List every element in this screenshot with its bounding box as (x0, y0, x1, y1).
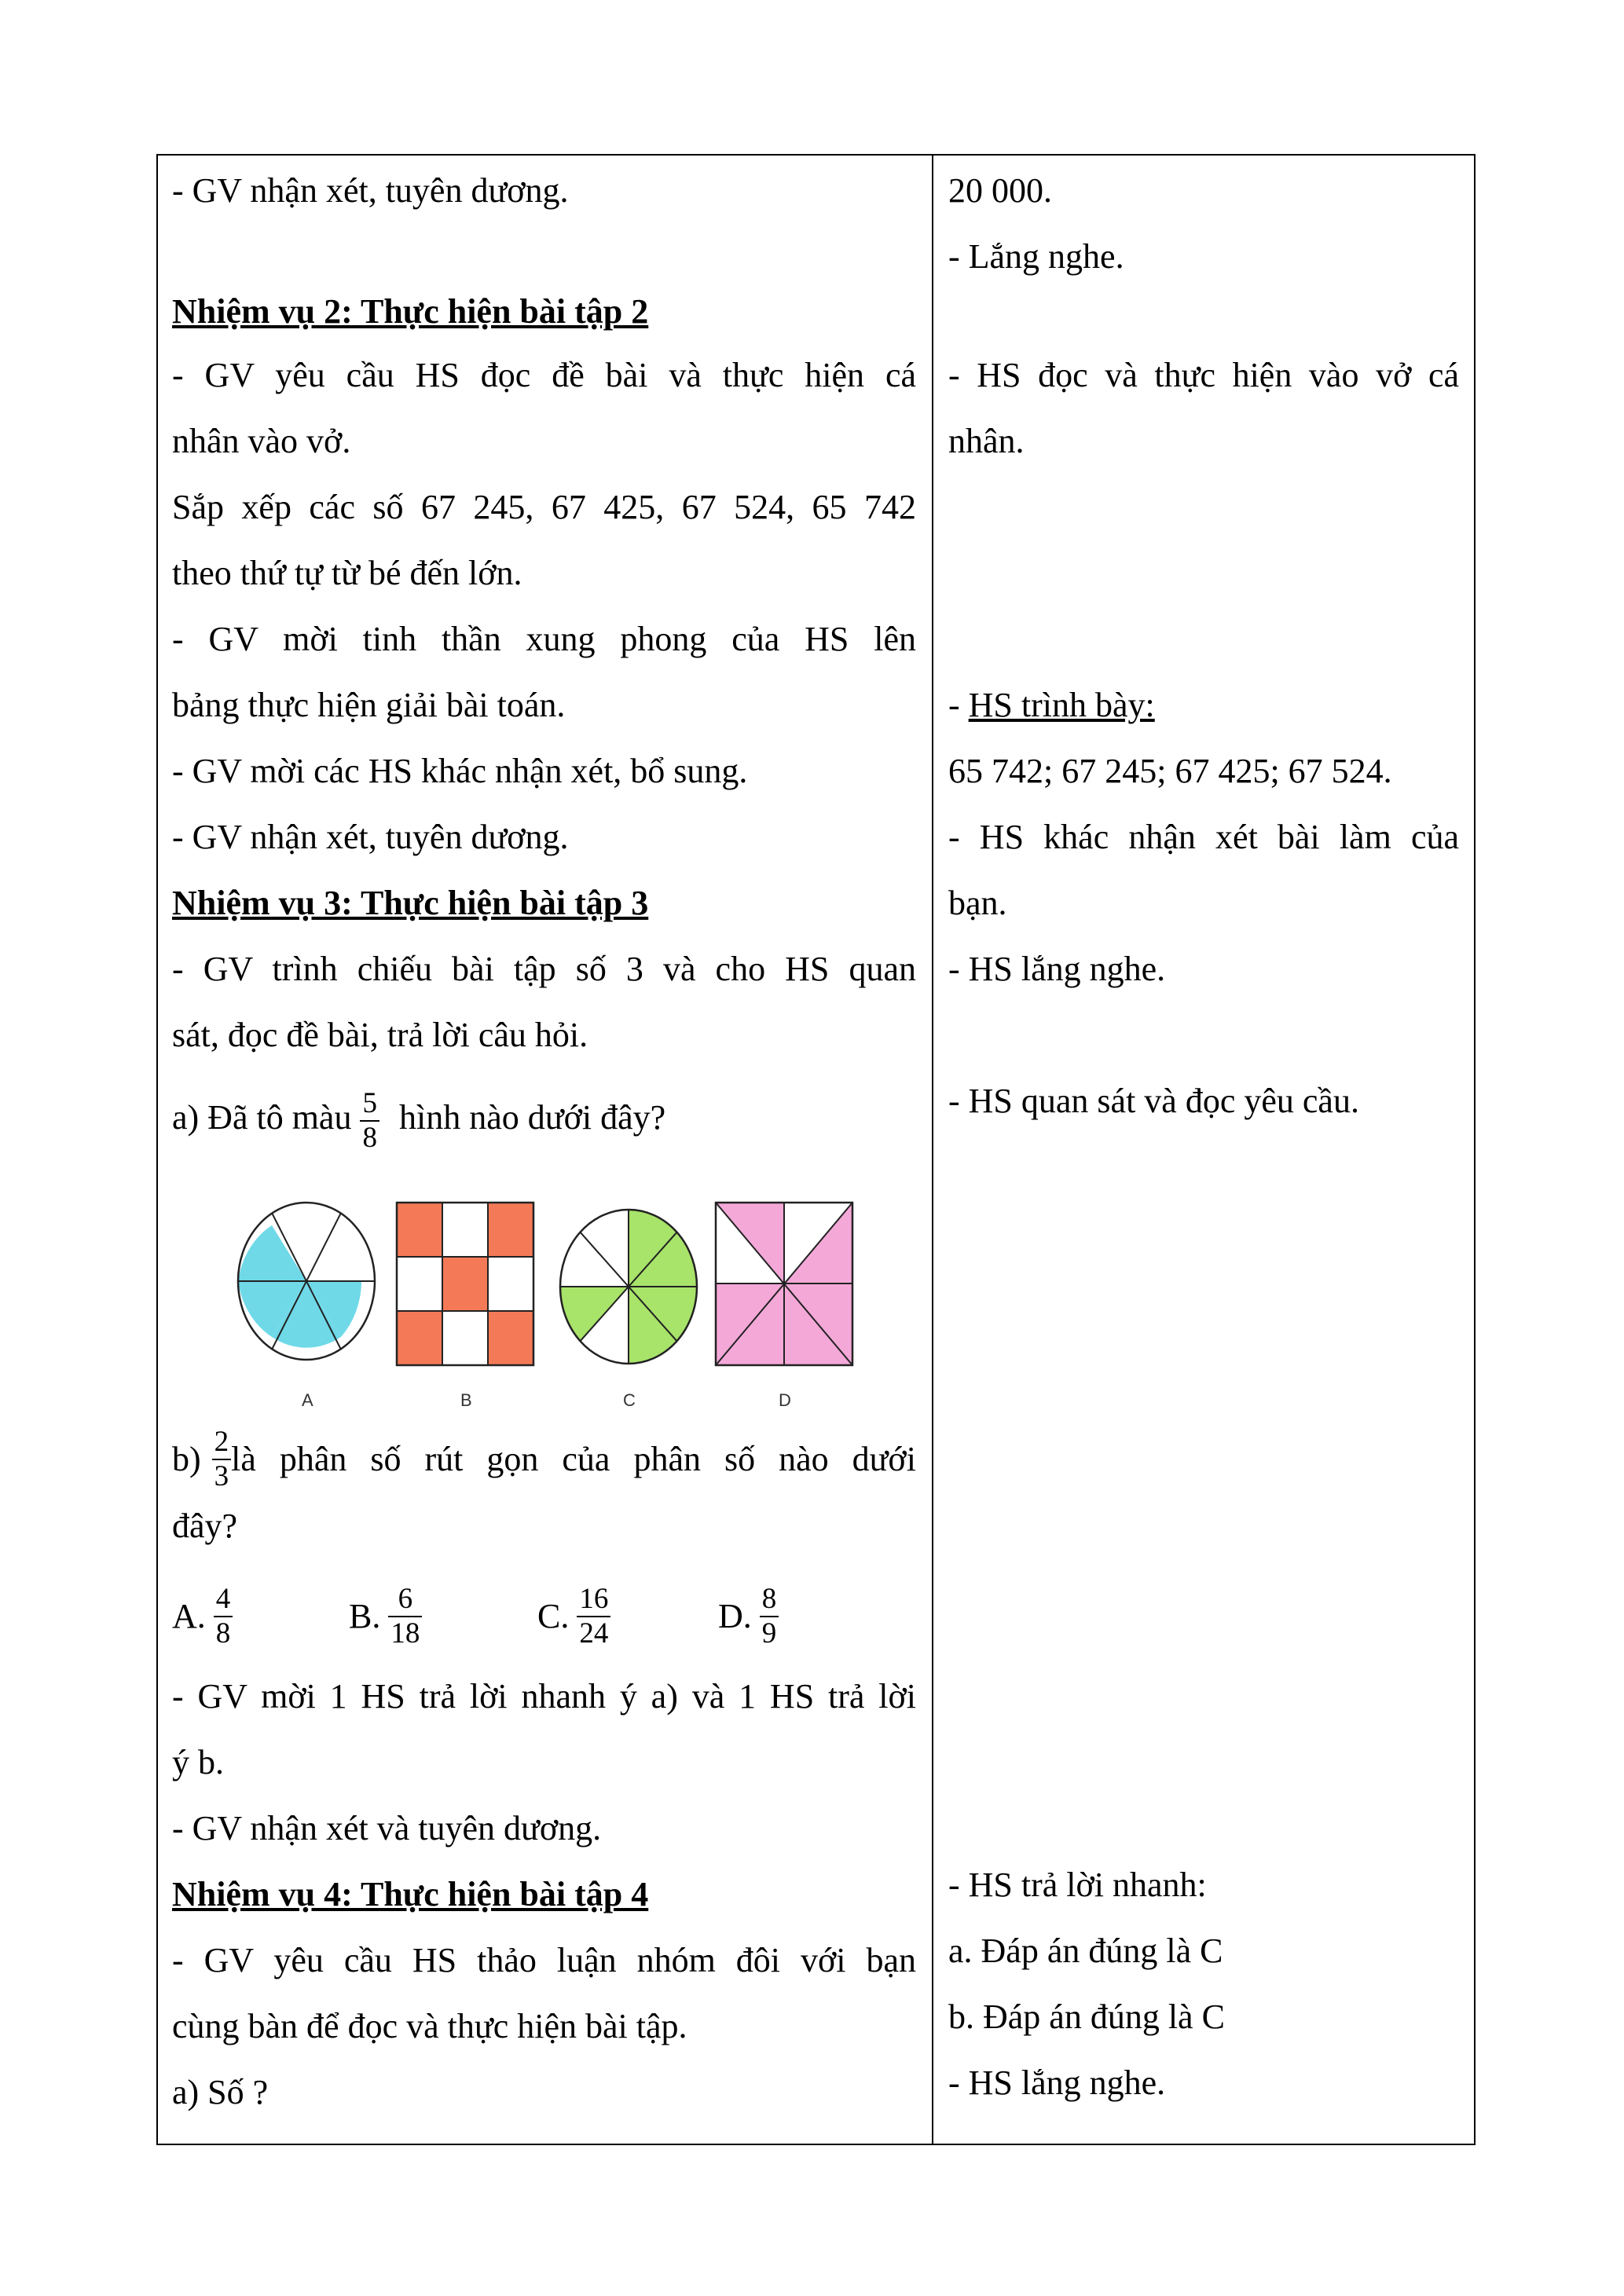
answer-options (172, 1573, 916, 1660)
fraction-numerator: 4 (214, 1585, 233, 1617)
left-line: - GV mời 1 HS trả lời nhanh ý a) và 1 HS trả lời (172, 1677, 916, 1716)
fraction-denominator: 3 (214, 1460, 229, 1492)
left-line: bảng thực hiện giải bài toán. (172, 686, 566, 724)
question-b-word: gọn (486, 1440, 539, 1478)
left-line: đây? (172, 1507, 238, 1545)
shape-a-sector (238, 1225, 306, 1281)
question-b-word: số (370, 1440, 401, 1478)
option-label: D. (718, 1597, 752, 1635)
left-line: - GV yêu cầu HS thảo luận nhóm đôi với bạn (172, 1941, 916, 1979)
lesson-table (156, 154, 1476, 2145)
fraction-numerator: 16 (577, 1585, 610, 1617)
question-b (172, 1420, 916, 1499)
shape-a-label: A (302, 1390, 313, 1410)
right-line: 20 000. (948, 171, 1052, 210)
shape-c-circle (560, 1210, 697, 1364)
task2-title: Nhiệm vụ 2: Thực hiện bài tập 2 (172, 292, 649, 331)
right-line: nhân. (948, 422, 1025, 460)
option-label: A. (172, 1597, 206, 1635)
question-a-prefix: a) Đã tô màu (172, 1098, 352, 1137)
shape-c-label: C (623, 1390, 636, 1410)
shape-b-label: B (460, 1390, 472, 1410)
option-b (349, 1573, 422, 1660)
left-line: theo thứ tự từ bé đến lớn. (172, 554, 522, 592)
right-line: - HS lắng nghe. (948, 950, 1166, 988)
left-line: - GV nhận xét, tuyên dương. (172, 818, 569, 856)
fraction-2-3 (212, 1428, 232, 1491)
left-line: - GV yêu cầu HS đọc đề bài và thực hiện cá (172, 356, 916, 394)
left-line: cùng bàn để đọc và thực hiện bài tập. (172, 2007, 687, 2045)
hs-present-label: HS trình bày: (968, 686, 1155, 724)
column-divider (932, 156, 933, 2144)
fraction-numerator: 8 (760, 1585, 779, 1617)
fraction-denominator: 24 (579, 1617, 609, 1650)
left-line: sát, đọc đề bài, trả lời câu hỏi. (172, 1016, 588, 1054)
left-line: - GV nhận xét, tuyên dương. (172, 171, 569, 210)
right-line: - Lắng nghe. (948, 237, 1124, 276)
fraction-numerator: 2 (212, 1428, 232, 1460)
fraction-denominator: 9 (761, 1617, 777, 1650)
left-line: nhân vào vở. (172, 422, 351, 460)
fraction-5-8 (360, 1086, 379, 1154)
question-b-word: phân (279, 1440, 347, 1478)
shape-a-ellipse (238, 1203, 375, 1360)
question-b-word: rút (424, 1440, 464, 1478)
fraction-denominator: 8 (362, 1121, 377, 1154)
right-line: bạn. (948, 884, 1007, 922)
shape-d-label: D (779, 1390, 791, 1410)
fraction-numerator: 5 (360, 1089, 379, 1122)
question-b-word: của (562, 1440, 610, 1478)
fraction-numerator: 6 (388, 1585, 422, 1617)
question-b-prefix: b) (172, 1440, 201, 1478)
right-line: - HS trả lời nhanh: (948, 1866, 1207, 1904)
right-line: - HS đọc và thực hiện vào vở cá (948, 356, 1459, 394)
left-line: - GV trình chiếu bài tập số 3 và cho HS quan (172, 950, 916, 988)
option-c (537, 1573, 610, 1660)
right-line: - HS khác nhận xét bài làm của (948, 818, 1459, 856)
right-line: 65 742; 67 245; 67 425; 67 524. (948, 752, 1392, 790)
shape-b-grid (397, 1203, 533, 1365)
right-line: - HS lắng nghe. (948, 2063, 1166, 2102)
option-a (172, 1573, 233, 1660)
question-a-suffix: hình nào dưới đây? (398, 1098, 666, 1137)
right-line: b. Đáp án đúng là C (948, 1998, 1225, 2036)
left-line: - GV mời tinh thần xung phong của HS lên (172, 620, 916, 658)
right-line: a. Đáp án đúng là C (948, 1932, 1223, 1970)
left-line: - GV mời các HS khác nhận xét, bổ sung. (172, 752, 748, 790)
left-line: - GV nhận xét và tuyên dương. (172, 1809, 602, 1847)
right-line (948, 686, 1459, 725)
fraction-denominator: 18 (390, 1617, 420, 1650)
option-label: B. (349, 1597, 381, 1635)
question-b-word: dưới (852, 1440, 916, 1478)
left-line: a) Số ? (172, 2073, 269, 2111)
question-b-word: là (231, 1440, 256, 1478)
right-line: - HS quan sát và đọc yêu cầu. (948, 1082, 1359, 1120)
option-label: C. (537, 1597, 570, 1635)
question-b-word: nào (779, 1440, 829, 1478)
task3-title: Nhiệm vụ 3: Thực hiện bài tập 3 (172, 884, 649, 922)
shape-d-square (716, 1203, 852, 1365)
left-line: ý b. (172, 1743, 224, 1782)
dash: - (948, 686, 969, 724)
fraction-shapes-figure (236, 1200, 865, 1412)
task4-title: Nhiệm vụ 4: Thực hiện bài tập 4 (172, 1875, 649, 1913)
question-a (172, 1078, 916, 1157)
fraction-denominator: 8 (215, 1617, 231, 1650)
option-d (718, 1573, 779, 1660)
question-b-word: phân (633, 1440, 701, 1478)
left-line: Sắp xếp các số 67 245, 67 425, 67 524, 65 742 (172, 488, 916, 526)
question-b-word: số (724, 1440, 756, 1478)
question-b-text (231, 1440, 916, 1479)
